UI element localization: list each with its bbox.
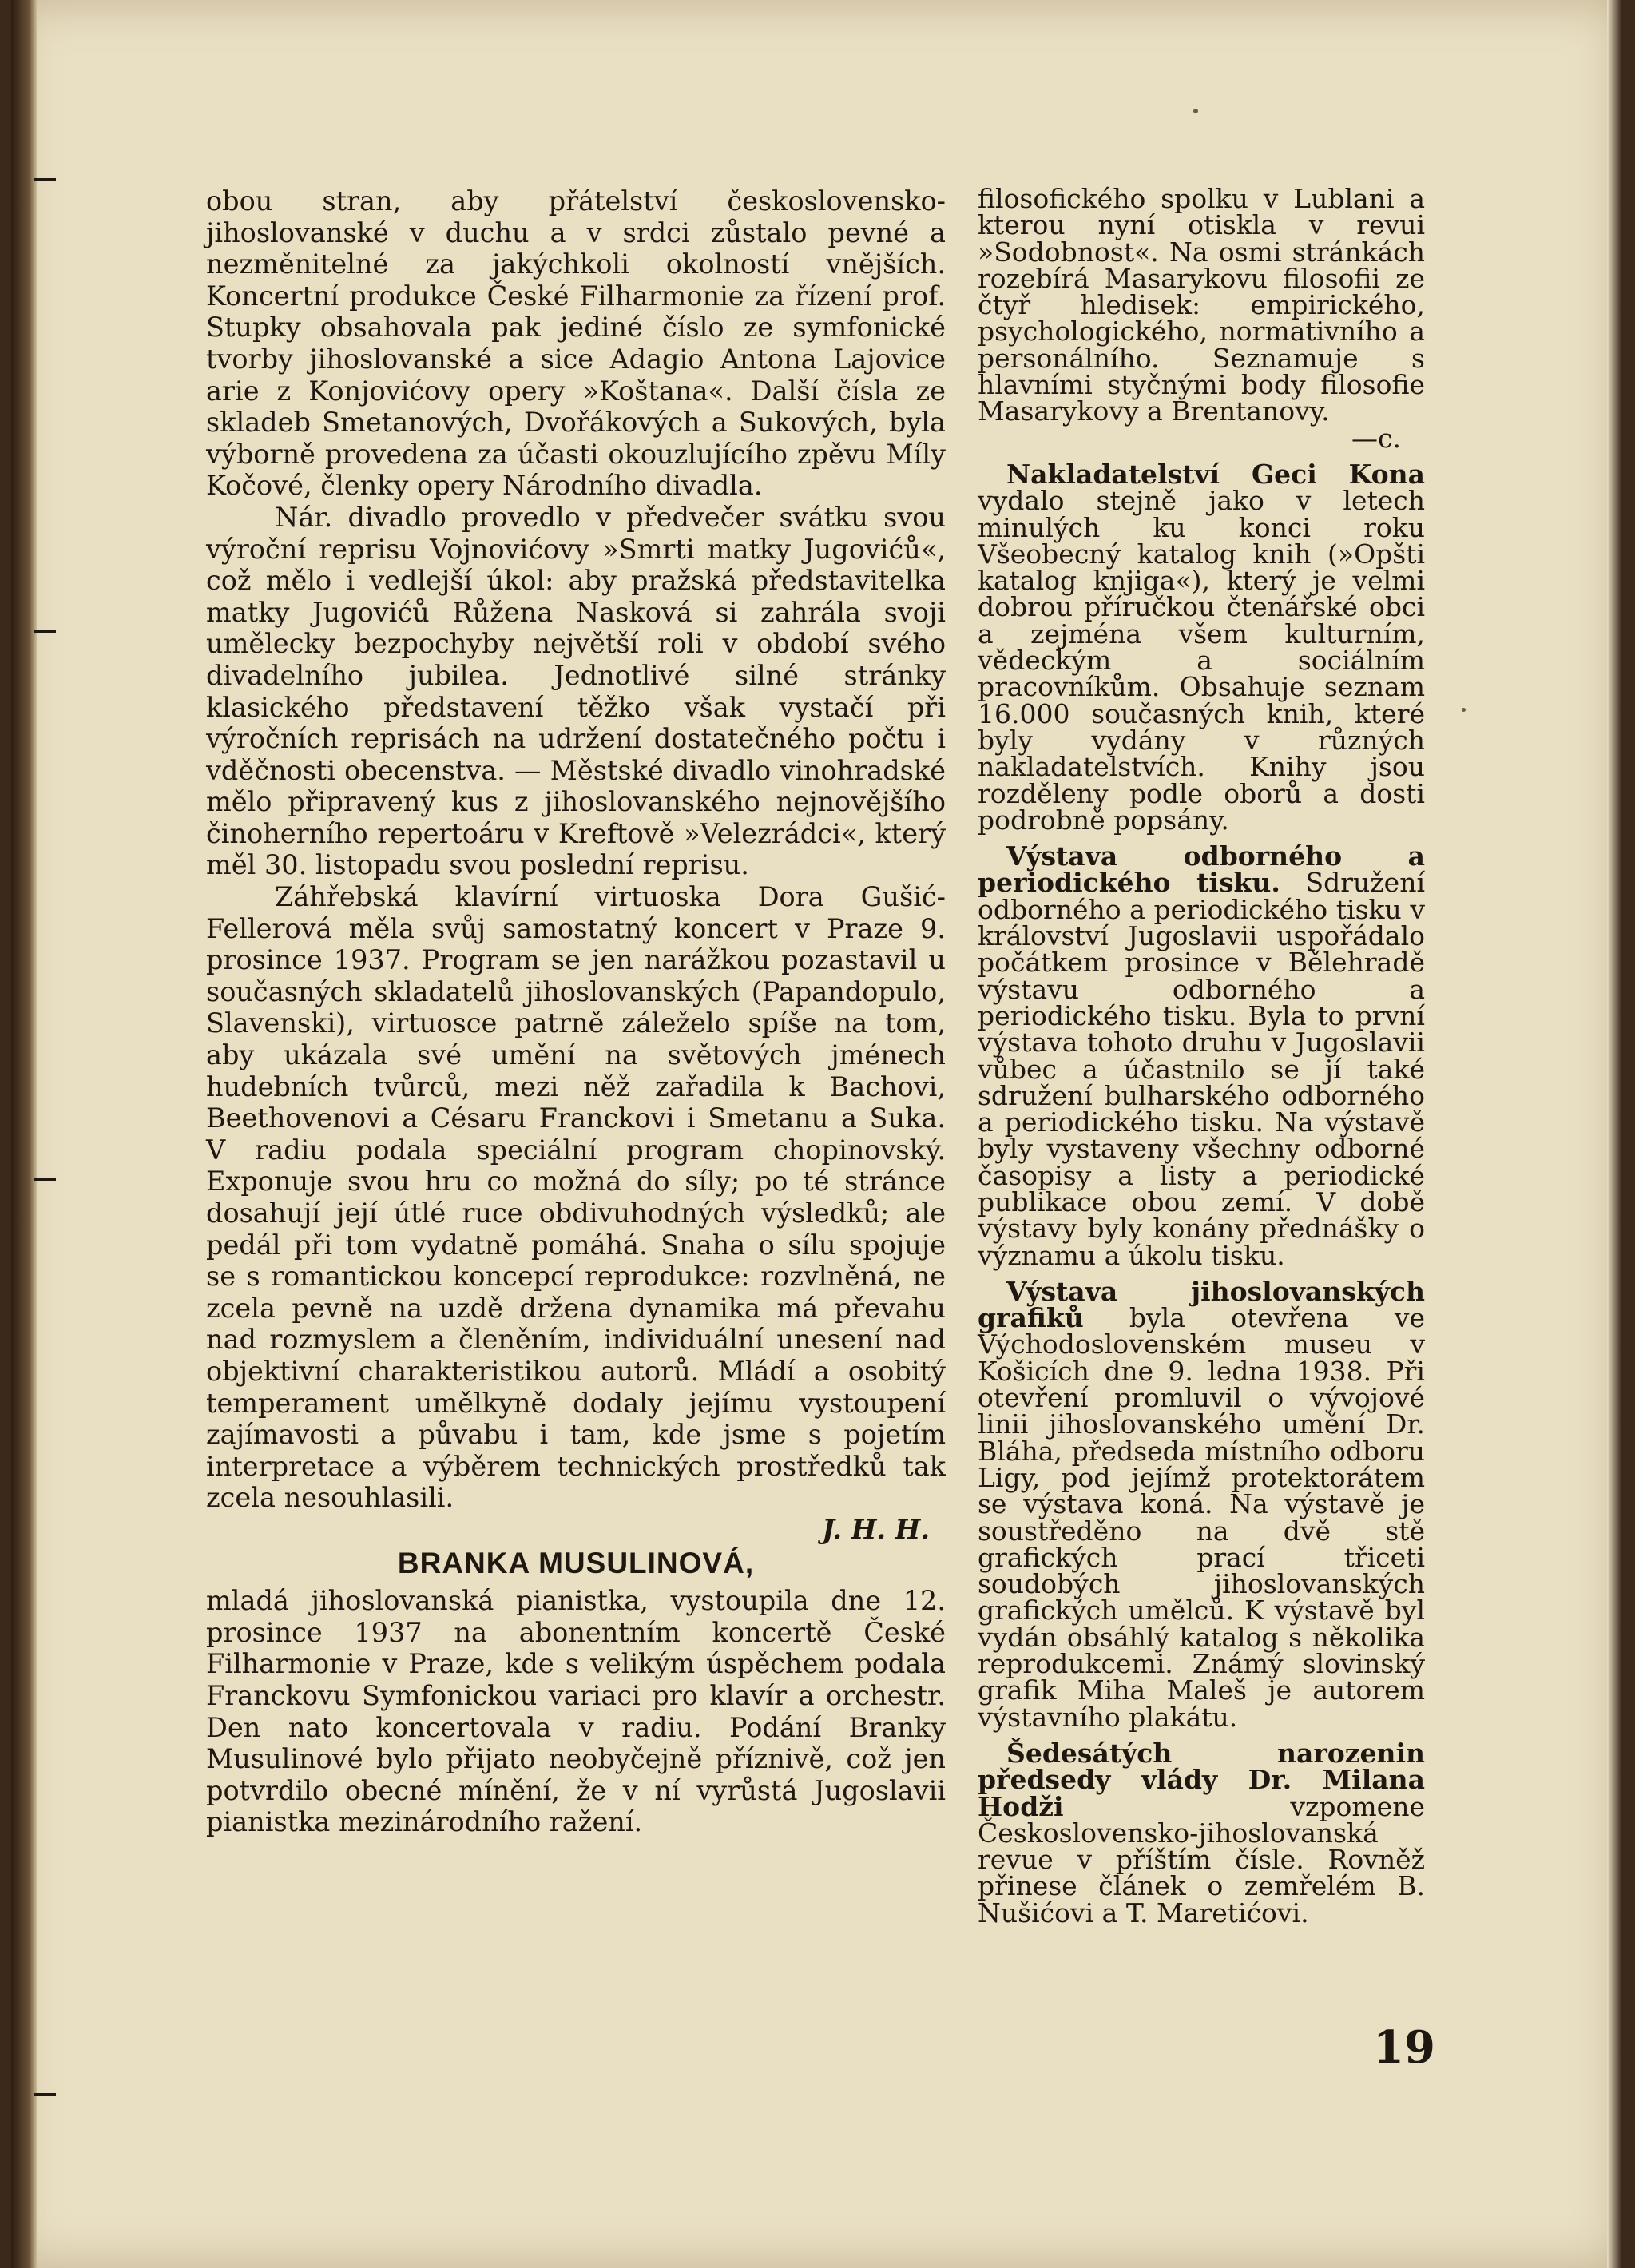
speck [1193, 109, 1198, 113]
news-item-text: vzpomene Československo-jihoslovanská revue v příštím čísle. Rovněž přinese článek o zemřelém B. Nušićovi a T. Maretićovi. [978, 1790, 1425, 1928]
author-signature: J. H. H. [822, 1513, 930, 1545]
news-item-title: Nakladatelství Geci Kona [1006, 458, 1425, 490]
margin-mark [34, 2093, 56, 2096]
page-right-edge [1607, 0, 1621, 2268]
article-paragraph: Záhřebská klavírní virtuoska Dora Gušić-Fellerová měla svůj samostatný koncert v Praze 9. prosince 1937. Program se jen narážkou pozastavil u současných skladatelů jihoslovanských (Papandopulo, Slavenski), virtuosce patrně záleželo spíše na tom, aby ukázala své umění na světových jménech hudebních tvůrců, mezi něž zařadila k Bachovi, Beethovenovi a Césaru Franckovi i Smetanu a Suka. V radiu podala speciální program chopinovský. Exponuje svou hru co možná do síly; po té stránce dosahují její útlé ruce obdivuhodných výsledků; ale pedál při tom vydatně pomáhá. Snaha o sílu spojuje se s romantickou koncepcí reprodukce: rozvlněná, ne zcela pevně na uzdě držena dynamika má převahu nad rozmyslem a členěním, individuální unesení nad objektivní charakteristikou autorů. Mládí a osobitý temperament umělkyně dodaly jejímu vystoupení zajímavosti a půvabu i tam, kde jsme s pojetím interpretace a výběrem technických prostředků tak zcela nesouhlasili. [206, 881, 946, 1514]
news-item-text: vydalo stejně jako v letech minulých ku konci roku Všeobecný katalog knih (»Opšti katalog knjiga«), který je velmi dobrou příručkou čtenářské obci a zejména všem kulturním, vědeckým a sociálním pracovníkům. Obsahuje seznam 16.000 současných knih, které byly vydány v různých nakladatelstvích. Knihy jsou rozděleny podle oborů a dosti podrobně popsány. [978, 485, 1425, 836]
article-paragraph: mladá jihoslovanská pianistka, vystoupila dne 12. prosince 1937 na abonentním koncertě České Filharmonie v Praze, kde s velikým úspěchem podala Franckovu Symfonickou variaci pro klavír a orchestr. Den nato koncertovala v radiu. Podání Branky Musulinové bylo přijato neobyčejně příznivě, což jen potvrdilo obecné mínění, že v ní vyrůstá Jugoslavii pianistka mezinárodního ražení. [206, 1585, 946, 1838]
right-column [978, 185, 1425, 1936]
margin-mark [34, 630, 56, 633]
news-item-title: Výstava jihoslovanských grafiků [978, 1275, 1425, 1334]
article-paragraph: obou stran, aby přátelství československo-jihoslovanské v duchu a v srdci zůstalo pevné a nezměnitelné za jakýchkoli okolností vnějších. Koncertní produkce České Filharmonie za řízení prof. Stupky obsahovala pak jediné číslo ze symfonické tvorby jihoslovanské a sice Adagio Antona Lajovice arie z Konjovićovy opery »Koštana«. Další čísla ze skladeb Smetanových, Dvořákových a Sukových, byla výborně provedena za účasti okouzlujícího zpěvu Míly Kočové, členky opery Národního divadla. [206, 185, 946, 502]
news-item-text: byla otevřena ve Východoslovenském museu v Košicích dne 9. ledna 1938. Při otevření promluvil o vývojové linii jihoslovanského umění Dr. Bláha, předseda místního odboru Ligy, pod jejímž protektorátem se výstava koná. Na výstavě je soustředěno na dvě stě grafických prací třiceti soudobých jihoslovanských grafických umělců. K výstavě byl vydán obsáhlý katalog s několika reprodukcemi. Známý slovinský grafik Miha Maleš je autorem výstavního plakátu. [978, 1302, 1425, 1733]
page-number: 19 [1373, 2021, 1435, 2074]
article-paragraph: Nár. divadlo provedlo v předvečer svátku svou výroční reprisu Vojnovićovy »Smrti matky Jugovićů«, což mělo i vedlejší úkol: aby pražská představitelka matky Jugovićů Růžena Nasková si zahrála svoji umělecky bezpochyby největší roli v období svého divadelního jubilea. Jednotlivé silné stránky klasického představení těžko však vystačí při výročních reprisách na udržení dostatečného počtu i vděčnosti obecenstva. — Městské divadlo vinohradské mělo připravený kus z jihoslovanského nejnovějšího činoherního repertoáru v Kreftově »Velezrádci«, který měl 30. listopadu svou poslední reprisu. [206, 501, 946, 881]
news-item [978, 458, 1425, 836]
speck [1462, 708, 1466, 712]
left-column [206, 185, 946, 1838]
article-paragraph: filosofického spolku v Lublani a kterou nyní otiskla v revui »Sodobnost«. Na osmi stránkách rozebírá Masarykovu filosofii ze čtyř hledisek: empirického, psychologického, normativního a personálního. Seznamuje s hlavními styčnými body filosofie Masarykovy a Brentanovy. [978, 183, 1425, 427]
binding-edge [11, 0, 37, 2268]
margin-mark [34, 178, 56, 181]
news-item-text: Sdružení odborného a periodického tisku v království Jugoslavii uspořádalo počátkem prosince v Bělehradě výstavu odborného a periodického tisku. Byla to první výstava tohoto druhu v Jugoslavii vůbec a účastnilo se jí také sdružení bulharského odborného a periodického tisku. Na výstavě byly vystaveny všechny odborné časopisy a listy a periodické publikace obou zemí. V době výstavy byly konány přednášky o významu a úkolu tisku. [978, 867, 1425, 1271]
news-item [978, 1275, 1425, 1733]
news-item-title: Výstava odborného a periodického tisku. [978, 840, 1425, 899]
news-item-title: Šedesátých narozenin předsedy vlády Dr. Milana Hodži [978, 1737, 1425, 1822]
author-signature: —c. [1351, 422, 1401, 454]
news-item [978, 840, 1425, 1271]
news-item [978, 1737, 1425, 1928]
margin-mark [34, 1178, 56, 1181]
section-heading: BRANKA MUSULINOVÁ, [397, 1546, 755, 1579]
document-page [11, 0, 1621, 2268]
